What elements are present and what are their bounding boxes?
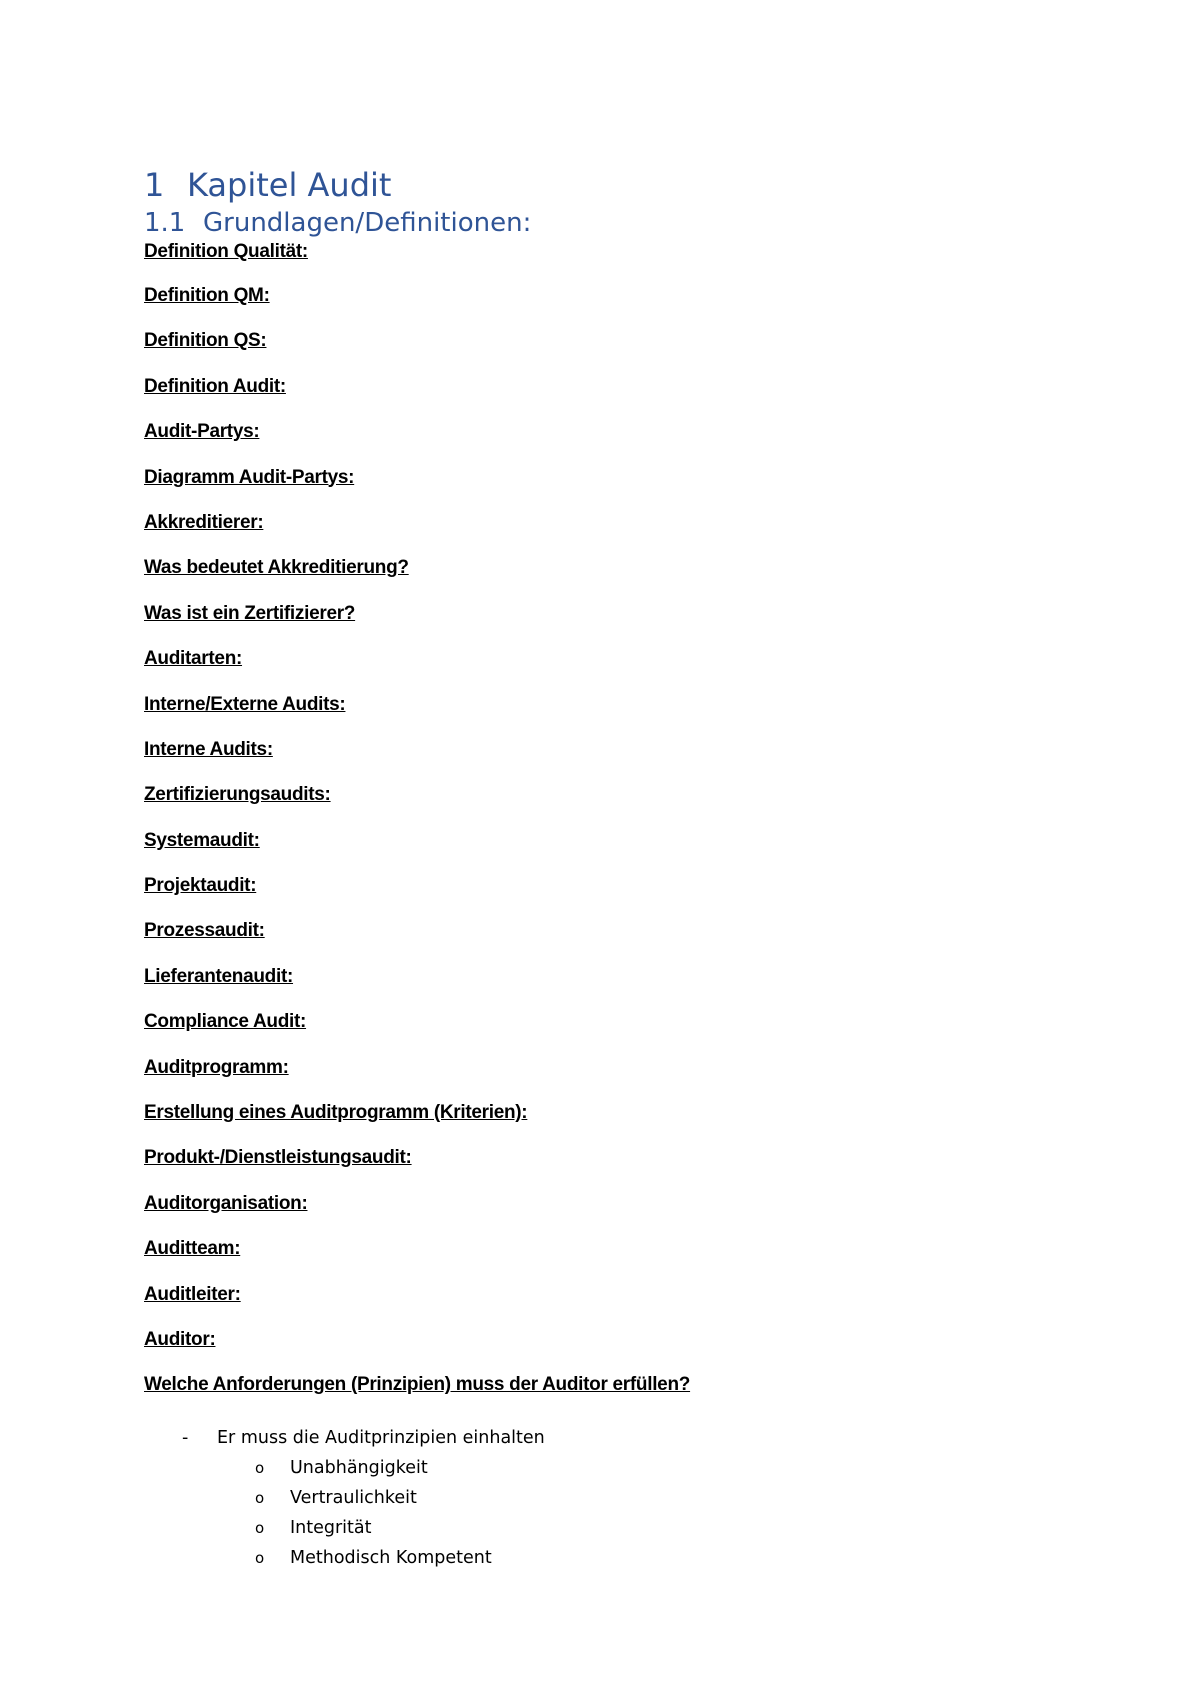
- definition-item: Auditorganisation:: [144, 1192, 308, 1214]
- document-content: [144, 164, 1064, 1573]
- sub-bullet-item: [144, 1543, 1064, 1573]
- sub-bullet-text: Integrität: [290, 1517, 372, 1538]
- definition-item: Welche Anforderungen (Prinzipien) muss der Auditor erfüllen?: [144, 1374, 691, 1396]
- definition-item: Compliance Audit:: [144, 1011, 307, 1033]
- definition-list: [144, 240, 1064, 1419]
- heading-1-title: Kapitel Audit: [187, 166, 392, 204]
- definition-item: Definition QM:: [144, 285, 270, 306]
- sub-bullet-item: [144, 1453, 1064, 1483]
- circle-bullet-marker: o: [255, 1518, 265, 1537]
- definition-item: Zertifizierungsaudits:: [144, 784, 331, 806]
- definition-item: Auditteam:: [144, 1238, 241, 1260]
- definition-item: Produkt-/Dienstleistungsaudit:: [144, 1147, 412, 1169]
- definition-item: Interne Audits:: [144, 738, 273, 760]
- definition-item: Systemaudit:: [144, 829, 260, 851]
- bullet-item: [144, 1423, 1064, 1453]
- definition-item: Definition Qualität:: [144, 241, 308, 262]
- circle-bullet-marker: o: [255, 1488, 265, 1507]
- bullet-list: [144, 1423, 1064, 1573]
- definition-item: Auditleiter:: [144, 1283, 241, 1305]
- heading-2-number: 1.1: [144, 208, 186, 238]
- definition-item: Definition QS:: [144, 330, 267, 352]
- definition-item: Auditor:: [144, 1328, 216, 1350]
- definition-item: Was ist ein Zertifizierer?: [144, 602, 356, 624]
- definition-item: Akkreditierer:: [144, 511, 264, 533]
- definition-item: Projektaudit:: [144, 875, 257, 897]
- circle-bullet-marker: o: [255, 1458, 265, 1477]
- definition-item: Definition Audit:: [144, 375, 286, 397]
- definition-item: Auditarten:: [144, 648, 243, 670]
- sub-bullet-text: Vertraulichkeit: [290, 1487, 417, 1508]
- circle-bullet-marker: o: [255, 1548, 265, 1567]
- sub-bullet-item: [144, 1513, 1064, 1543]
- sub-bullet-text: Methodisch Kompetent: [290, 1547, 492, 1568]
- dash-bullet-marker: -: [182, 1427, 189, 1448]
- bullet-text: Er muss die Auditprinzipien einhalten: [217, 1427, 545, 1448]
- definition-item: Was bedeutet Akkreditierung?: [144, 557, 409, 579]
- definition-item: Audit-Partys:: [144, 421, 260, 443]
- heading-2: [144, 206, 1064, 240]
- heading-1-number: 1: [144, 166, 165, 204]
- sub-bullet-item: [144, 1483, 1064, 1513]
- heading-2-title: Grundlagen/Definitionen:: [203, 208, 532, 238]
- sub-bullet-text: Unabhängigkeit: [290, 1457, 428, 1478]
- definition-item: Interne/Externe Audits:: [144, 693, 346, 715]
- definition-item: Auditprogramm:: [144, 1056, 289, 1078]
- definition-item: Prozessaudit:: [144, 920, 265, 942]
- definition-item: Erstellung eines Auditprogramm (Kriterien):: [144, 1102, 528, 1124]
- definition-item: Diagramm Audit-Partys:: [144, 466, 355, 488]
- definition-item: Lieferantenaudit:: [144, 965, 294, 987]
- heading-1: [144, 164, 1064, 206]
